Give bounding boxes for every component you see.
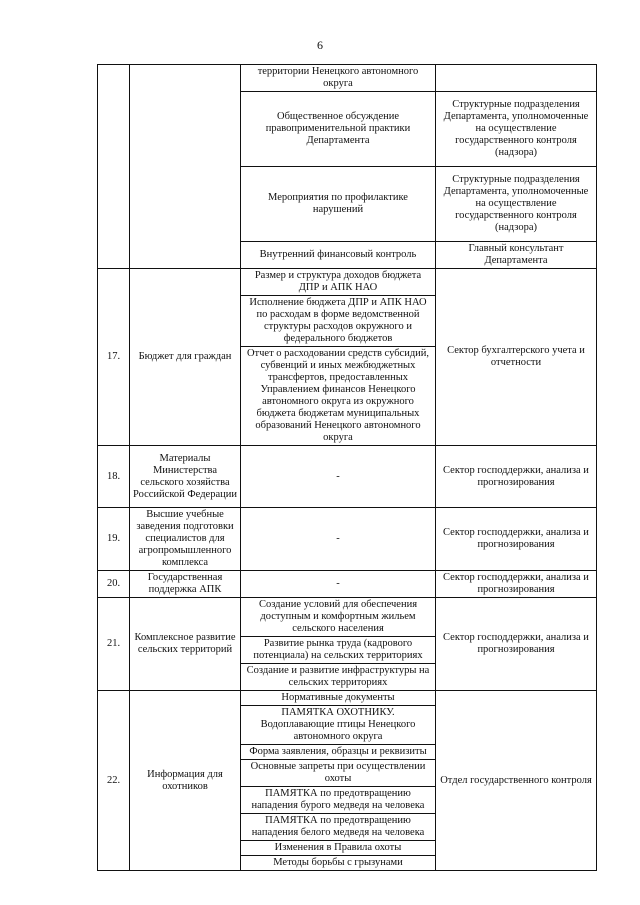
num-cell: 20. bbox=[98, 571, 130, 598]
item-cell: Методы борьбы с грызунами bbox=[241, 856, 436, 871]
resp-cell: Структурные подразделения Департамента, уполномоченные на осуществление государственного контроля (надзора) bbox=[436, 92, 597, 167]
sections-table bbox=[97, 64, 597, 871]
item-cell: Развитие рынка труда (кадрового потенциала) на сельских территориях bbox=[241, 637, 436, 664]
item-cell: Общественное обсуждение правоприменительной практики Департамента bbox=[241, 92, 436, 167]
item-cell: Внутренний финансовый контроль bbox=[241, 242, 436, 269]
table-row bbox=[98, 691, 597, 706]
num-cell: 19. bbox=[98, 508, 130, 571]
num-cell: 18. bbox=[98, 446, 130, 508]
item-cell: ПАМЯТКА по предотвращению нападения бурого медведя на человека bbox=[241, 787, 436, 814]
resp-cell: Структурные подразделения Департамента, уполномоченные на осуществление государственного контроля (надзора) bbox=[436, 167, 597, 242]
section-cell: Высшие учебные заведения подготовки специалистов для агропромышленного комплекса bbox=[130, 508, 241, 571]
item-cell: территории Ненецкого автономного округа bbox=[241, 65, 436, 92]
section-cell: Информация для охотников bbox=[130, 691, 241, 871]
item-cell: Создание условий для обеспечения доступным и комфортным жильем сельского населения bbox=[241, 598, 436, 637]
table-row bbox=[98, 65, 597, 92]
resp-cell: Сектор бухгалтерского учета и отчетности bbox=[436, 269, 597, 446]
item-cell: Исполнение бюджета ДПР и АПК НАО по расходам в форме ведомственной структуры расходов окружного и федерального бюджетов bbox=[241, 296, 436, 347]
item-cell: Создание и развитие инфраструктуры на сельских территориях bbox=[241, 664, 436, 691]
table-row bbox=[98, 269, 597, 296]
item-cell: - bbox=[241, 508, 436, 571]
resp-cell: Отдел государственного контроля bbox=[436, 691, 597, 871]
item-cell: Отчет о расходовании средств субсидий, субвенций и иных межбюджетных трансфертов, предоставленных Управлением финансов Ненецкого автономного округа из окружного бюджета бюджетам муниципальных образований Ненецкого автономного округа bbox=[241, 347, 436, 446]
section-cell bbox=[130, 65, 241, 269]
item-cell: Размер и структура доходов бюджета ДПР и АПК НАО bbox=[241, 269, 436, 296]
resp-cell: Главный консультант Департамента bbox=[436, 242, 597, 269]
num-cell: 22. bbox=[98, 691, 130, 871]
num-cell: 17. bbox=[98, 269, 130, 446]
table-row bbox=[98, 446, 597, 508]
table-row bbox=[98, 571, 597, 598]
page-number: 6 bbox=[317, 38, 323, 52]
resp-cell: Сектор господдержки, анализа и прогнозирования bbox=[436, 446, 597, 508]
item-cell: ПАМЯТКА ОХОТНИКУ. Водоплавающие птицы Ненецкого автономного округа bbox=[241, 706, 436, 745]
num-cell: 21. bbox=[98, 598, 130, 691]
table-row bbox=[98, 508, 597, 571]
item-cell: Мероприятия по профилактике нарушений bbox=[241, 167, 436, 242]
item-cell: - bbox=[241, 446, 436, 508]
item-cell: ПАМЯТКА по предотвращению нападения белого медведя на человека bbox=[241, 814, 436, 841]
resp-cell: Сектор господдержки, анализа и прогнозирования bbox=[436, 508, 597, 571]
table-row bbox=[98, 598, 597, 637]
section-cell: Бюджет для граждан bbox=[130, 269, 241, 446]
item-cell: Основные запреты при осуществлении охоты bbox=[241, 760, 436, 787]
num-cell bbox=[98, 65, 130, 269]
item-cell: Форма заявления, образцы и реквизиты bbox=[241, 745, 436, 760]
resp-cell: Сектор господдержки, анализа и прогнозирования bbox=[436, 598, 597, 691]
section-cell: Комплексное развитие сельских территорий bbox=[130, 598, 241, 691]
item-cell: Нормативные документы bbox=[241, 691, 436, 706]
section-cell: Государственная поддержка АПК bbox=[130, 571, 241, 598]
resp-cell bbox=[436, 65, 597, 92]
item-cell: Изменения в Правила охоты bbox=[241, 841, 436, 856]
section-cell: Материалы Министерства сельского хозяйства Российской Федерации bbox=[130, 446, 241, 508]
item-cell: - bbox=[241, 571, 436, 598]
resp-cell: Сектор господдержки, анализа и прогнозирования bbox=[436, 571, 597, 598]
